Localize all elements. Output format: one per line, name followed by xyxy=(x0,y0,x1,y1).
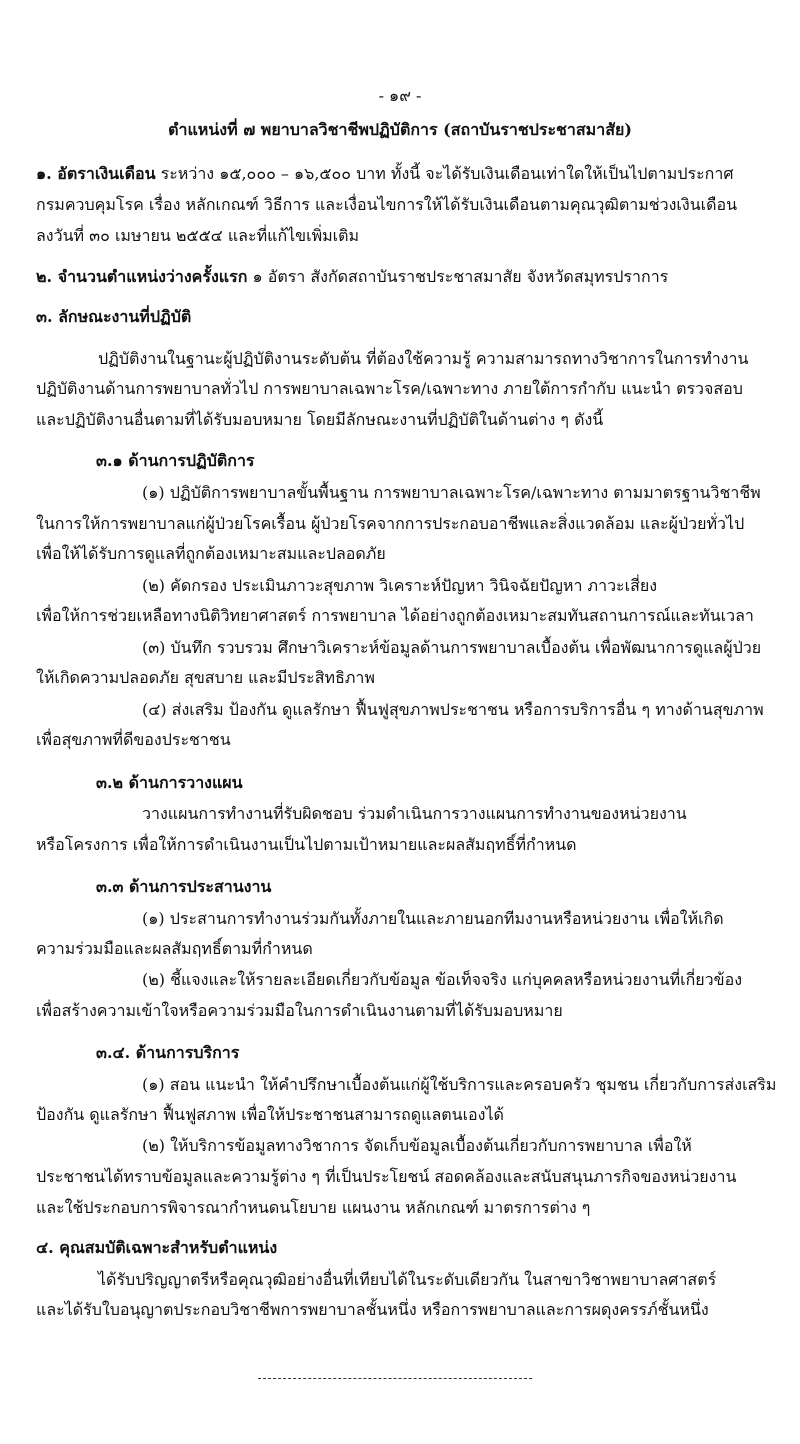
subsection-3-1-line-8: (๔) ส่งเสริม ป้องกัน ดูแลรักษา ฟื้นฟูสุขภาพประชาชน หรือการบริการอื่น ๆ ทางด้านสุขภาพ xyxy=(142,700,764,719)
section-4-line-1: ได้รับปริญญาตรีหรือคุณวุฒิอย่างอื่นที่เทียบได้ในระดับเดียวกัน ในสาขาวิชาพยาบาลศาสตร์ xyxy=(98,1270,717,1289)
subsection-3-1-line-3: เพื่อให้ได้รับการดูแลที่ถูกต้องเหมาะสมและปลอดภัย xyxy=(36,544,386,563)
section-4-heading: ๔. คุณสมบัติเฉพาะสำหรับตำแหน่ง xyxy=(36,1238,278,1257)
section-4-line-2: และได้รับใบอนุญาตประกอบวิชาชีพการพยาบาลชั้นหนึ่ง หรือการพยาบาลและการผดุงครรภ์ชั้นหนึ่ง xyxy=(36,1300,709,1319)
position-title: ตำแหน่งที่ ๗ พยาบาลวิชาชีพปฏิบัติการ (สถาบันราชประชาสมาสัย) xyxy=(168,120,632,139)
subsection-3-1-line-5: เพื่อให้การช่วยเหลือทางนิติวิทยาศาสตร์ การพยาบาล ได้อย่างถูกต้องเหมาะสมทันสถานการณ์และทันเวลา xyxy=(36,606,754,625)
subsection-3-4-line-4: ประชาชนได้ทราบข้อมูลและความรู้ต่าง ๆ ที่เป็นประโยชน์ สอดคล้องและสนับสนุนภารกิจของหน่วยงาน xyxy=(36,1167,737,1186)
subsection-3-4-line-1: (๑) สอน แนะนำ ให้คำปรึกษาเบื้องต้นแก่ผู้ใช้บริการและครอบครัว ชุมชน เกี่ยวกับการส่งเสริม xyxy=(142,1075,777,1094)
subsection-3-4-line-2: ป้องกัน ดูแลรักษา ฟื้นฟูสภาพ เพื่อให้ประชาชนสามารถดูแลตนเองได้ xyxy=(36,1105,504,1124)
section-1-label: ๑. อัตราเงินเดือน xyxy=(36,164,156,183)
section-3-intro-2: ปฏิบัติงานด้านการพยาบาลทั่วไป การพยาบาลเฉพาะโรค/เฉพาะทาง ภายใต้การกำกับ แนะนำ ตรวจสอบ xyxy=(36,379,743,398)
subsection-3-1-line-6: (๓) บันทึก รวบรวม ศึกษาวิเคราะห์ข้อมูลด้านการพยาบาลเบื้องต้น เพื่อพัฒนาการดูแลผู้ป่วย xyxy=(142,638,762,657)
subsection-3-2-heading: ๓.๒ ด้านการวางแผน xyxy=(96,773,243,792)
subsection-3-1-line-1: (๑) ปฏิบัติการพยาบาลขั้นพื้นฐาน การพยาบาลเฉพาะโรค/เฉพาะทาง ตามมาตรฐานวิชาชีพ xyxy=(142,483,761,502)
subsection-3-4-line-5: และใช้ประกอบการพิจารณากำหนดนโยบาย แผนงาน หลักเกณฑ์ มาตรการต่าง ๆ xyxy=(36,1198,591,1217)
page-number: - ๑๙ - xyxy=(378,86,422,105)
subsection-3-1-line-2: ในการให้การพยาบาลแก่ผู้ป่วยโรคเรื้อน ผู้ป่วยโรคจากการประกอบอาชีพและสิ่งแวดล้อม และผู้ป่วยทั่วไป xyxy=(36,514,745,533)
subsection-3-1-line-9: เพื่อสุขภาพที่ดีของประชาชน xyxy=(36,730,231,749)
subsection-3-3-line-4: เพื่อสร้างความเข้าใจหรือความร่วมมือในการดำเนินงานตามที่ได้รับมอบหมาย xyxy=(36,1001,563,1020)
section-3-heading: ๓. ลักษณะงานที่ปฏิบัติ xyxy=(36,307,192,326)
subsection-3-2-line-2: หรือโครงการ เพื่อให้การดำเนินงานเป็นไปตามเป้าหมายและผลสัมฤทธิ์ที่กำหนด xyxy=(36,835,577,854)
subsection-3-4-line-3: (๒) ให้บริการข้อมูลทางวิชาการ จัดเก็บข้อมูลเบื้องต้นเกี่ยวกับการพยาบาล เพื่อให้ xyxy=(142,1136,692,1155)
subsection-3-3-line-2: ความร่วมมือและผลสัมฤทธิ์ตามที่กำหนด xyxy=(36,939,313,958)
section-1-line-3: ลงวันที่ ๓๐ เมษายน ๒๕๕๔ และที่แก้ไขเพิ่มเติม xyxy=(36,226,360,245)
section-1-text: ระหว่าง ๑๕,๐๐๐ – ๑๖,๕๐๐ บาท ทั้งนี้ จะได้รับเงินเดือนเท่าใดให้เป็นไปตามประกาศ xyxy=(160,164,734,183)
subsection-3-2-line-1: วางแผนการทำงานที่รับผิดชอบ ร่วมดำเนินการวางแผนการทำงานของหน่วยงาน xyxy=(142,804,687,823)
subsection-3-3-line-3: (๒) ชี้แจงและให้รายละเอียดเกี่ยวกับข้อมูล ข้อเท็จจริง แก่บุคคลหรือหน่วยงานที่เกี่ยวข้อง xyxy=(142,970,743,989)
section-2-text: ๑ อัตรา สังกัดสถาบันราชประชาสมาสัย จังหวัดสมุทรปราการ xyxy=(252,267,669,286)
section-1 xyxy=(36,162,734,186)
subsection-3-3-line-1: (๑) ประสานการทำงานร่วมกันทั้งภายในและภายนอกทีมงานหรือหน่วยงาน เพื่อให้เกิด xyxy=(142,909,724,928)
section-3-intro-1: ปฏิบัติงานในฐานะผู้ปฏิบัติงานระดับต้น ที่ต้องใช้ความรู้ ความสามารถทางวิชาการในการทำงาน xyxy=(98,349,749,368)
subsection-3-1-heading: ๓.๑ ด้านการปฏิบัติการ xyxy=(96,451,255,470)
section-1-line-2: กรมควบคุมโรค เรื่อง หลักเกณฑ์ วิธีการ และเงื่อนไขการให้ได้รับเงินเดือนตามคุณวุฒิตามช่วงเงินเดือน xyxy=(36,195,738,214)
end-divider xyxy=(258,1378,532,1379)
subsection-3-4-heading: ๓.๔. ด้านการบริการ xyxy=(96,1043,240,1062)
section-3-intro-3: และปฏิบัติงานอื่นตามที่ได้รับมอบหมาย โดยมีลักษณะงานที่ปฏิบัติในด้านต่าง ๆ ดังนี้ xyxy=(36,410,604,429)
section-2-label: ๒. จำนวนตำแหน่งว่างครั้งแรก xyxy=(36,267,248,286)
subsection-3-3-heading: ๓.๓ ด้านการประสานงาน xyxy=(96,877,272,896)
subsection-3-1-line-4: (๒) คัดกรอง ประเมินภาวะสุขภาพ วิเคราะห์ปัญหา วินิจฉัยปัญหา ภาวะเสี่ยง xyxy=(142,576,658,595)
subsection-3-1-line-7: ให้เกิดความปลอดภัย สุขสบาย และมีประสิทธิภาพ xyxy=(36,668,375,687)
section-2 xyxy=(36,265,668,289)
